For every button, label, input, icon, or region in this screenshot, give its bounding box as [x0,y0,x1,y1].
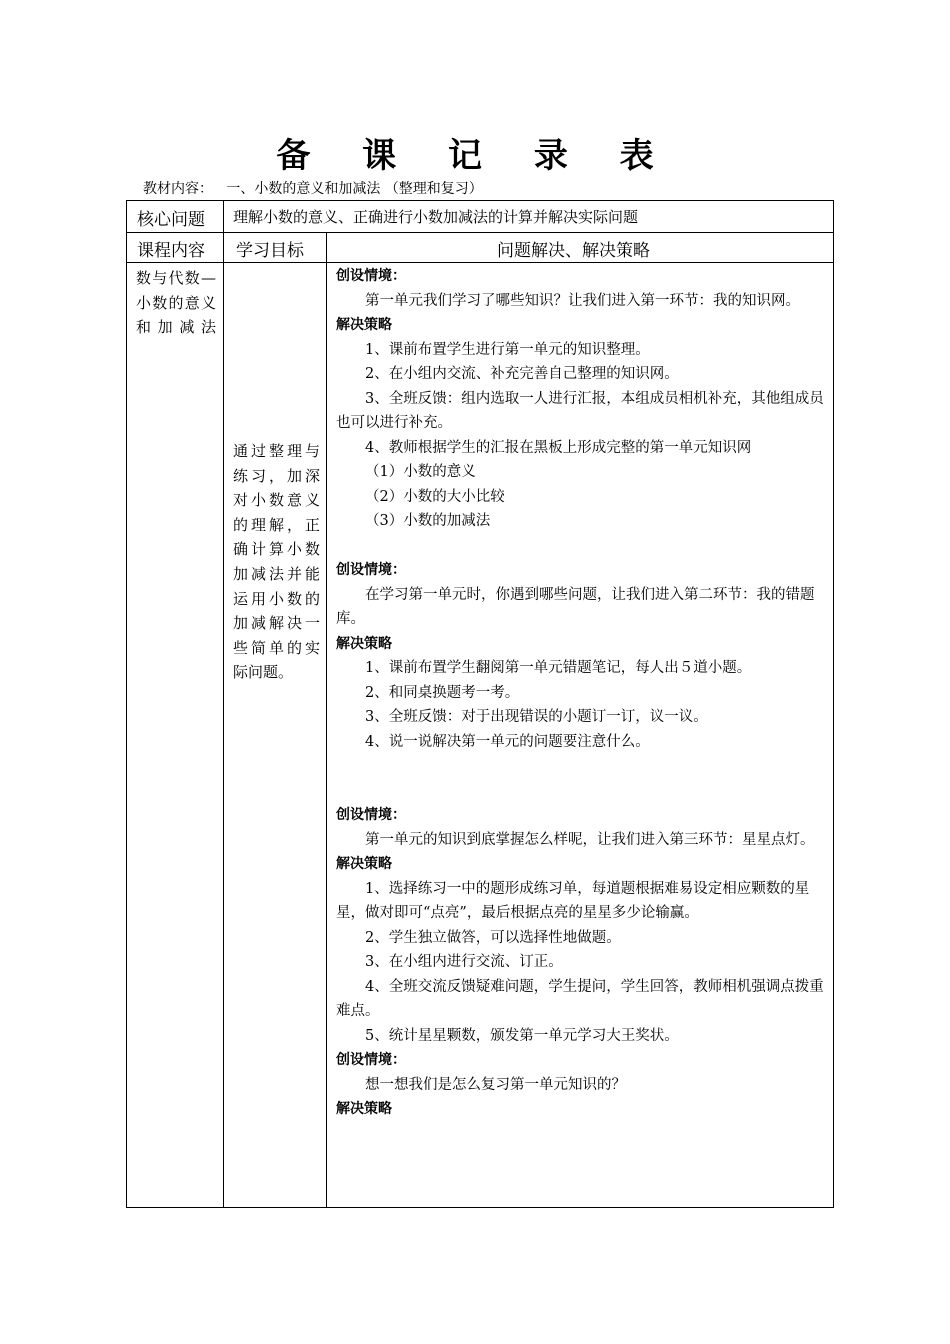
scenario-text: 想一想我们是怎么复习第一单元知识的？ [365,1076,626,1093]
section-heading: 创设情境： [336,562,406,578]
scenario-text: 在学习第一单元时，你遇到哪些问题，让我们进入第二环节：我的错题库。 [336,586,815,627]
section-heading: 创设情境： [336,268,406,284]
strategy-step: 3、在小组内进行交流、订正。 [365,954,563,970]
header-learning-goal: 学习目标 [236,241,304,261]
strategy-step: 3、全班反馈：组内选取一人进行汇报，本组成员相机补充，其他组成员也可以进行补充。 [336,390,824,431]
section-heading: 创设情境： [336,807,406,823]
strategy-step: 2、学生独立做答，可以选择性地做题。 [365,929,621,946]
strategy-step: 1、课前布置学生进行第一单元的知识整理。 [365,341,650,358]
strategy-step: 4、说一说解决第一单元的问题要注意什么。 [365,733,650,750]
course-content-text: 数与代数—小数的意义和加减法 [136,269,216,337]
material-content-line: 教材内容： 一、小数的意义和加减法 （整理和复习） [143,181,483,197]
strategy-content [336,264,826,1122]
row-divider [126,262,834,263]
strategy-step: 4、教师根据学生的汇报在黑板上形成完整的第一单元知识网 [365,439,752,456]
strategy-heading: 解决策略 [336,856,392,872]
strategy-heading: 解决策略 [336,317,392,333]
column-divider [223,200,224,1208]
header-strategy: 问题解决、解决策略 [497,241,650,261]
strategy-step: 2、和同桌换题考一考。 [365,684,520,701]
list-item: （2）小数的大小比较 [365,488,505,505]
strategy-step: 1、选择练习一中的题形成练习单，每道题根据难易设定相应颗数的星星，做对即可“点亮”，最后根据点亮的星星多少论输赢。 [336,880,810,921]
strategy-step: 1、课前布置学生翻阅第一单元错题笔记，每人出５道小题。 [365,660,752,676]
strategy-step: 5、统计星星颗数，颁发第一单元学习大王奖状。 [365,1027,679,1044]
core-question-value: 理解小数的意义、正确进行小数加减法的计算并解决实际问题 [233,208,639,226]
row-divider [126,232,834,233]
scenario-text: 第一单元的知识到底掌握怎么样呢，让我们进入第三环节：星星点灯。 [365,831,815,848]
strategy-heading: 解决策略 [336,1101,392,1117]
strategy-step: 3、全班反馈：对于出现错误的小题订一订，议一议。 [365,709,708,725]
list-item: （1）小数的意义 [365,464,476,480]
strategy-step: 4、全班交流反馈疑难问题，学生提问，学生回答，教师相机强调点拨重难点。 [336,978,824,1019]
header-course-content: 课程内容 [137,241,205,261]
strategy-heading: 解决策略 [336,635,392,652]
learning-goal-text: 通过整理与练习，加深对小数意义的理解，正确计算小数加减法并能运用小数的加减解决一些简单的实际问题。 [233,442,320,682]
page-title: 备 课 记 录 表 [276,136,674,176]
column-divider [326,232,327,1208]
scenario-text: 第一单元我们学习了哪些知识？让我们进入第一环节：我的知识网。 [365,292,800,309]
strategy-step: 2、在小组内交流、补充完善自己整理的知识网。 [365,366,679,382]
core-question-label: 核心问题 [137,210,205,230]
list-item: （3）小数的加减法 [365,513,491,529]
section-heading: 创设情境： [336,1052,406,1068]
